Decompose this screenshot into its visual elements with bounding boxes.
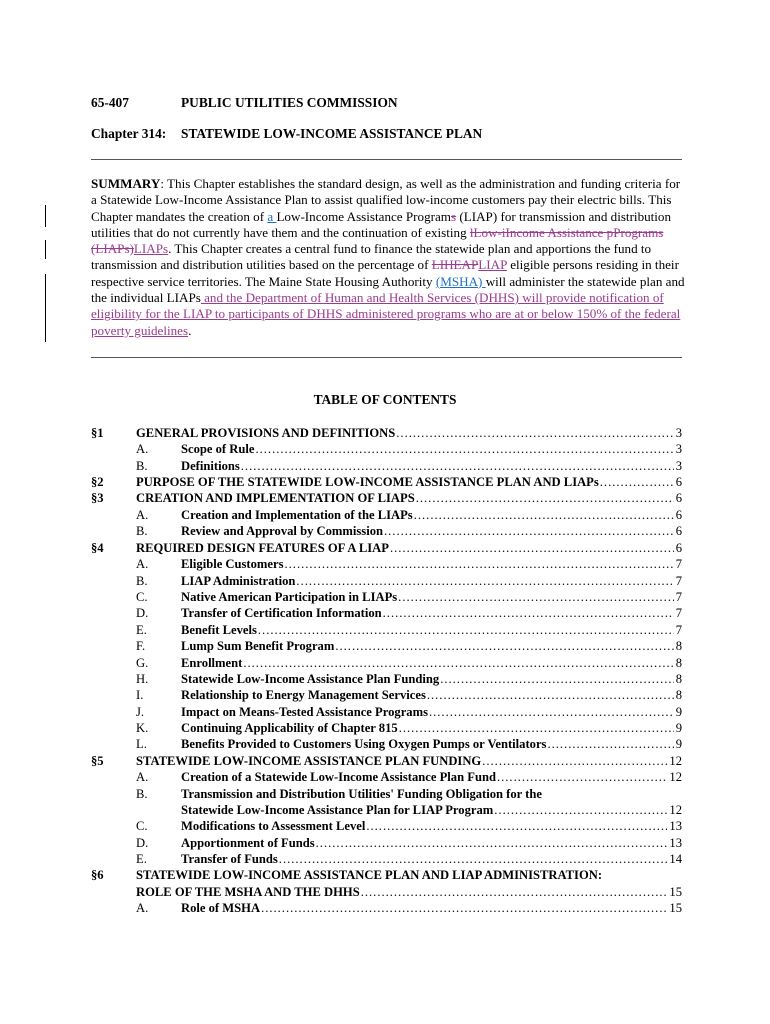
toc-subsection[interactable]: A. Role of MSHA ..... 15	[0, 900, 770, 916]
toc-title: TABLE OF CONTENTS	[313, 392, 457, 407]
section-number: §5	[91, 754, 104, 768]
section-number: §6	[91, 868, 104, 882]
toc-section[interactable]: §6 STATEWIDE LOW-INCOME ASSISTANCE PLAN AND LIAP ADMINISTRATION:	[91, 868, 603, 882]
toc-subsection[interactable]: B. LIAP Administration ..... 7	[0, 573, 770, 589]
change-bar	[45, 240, 46, 259]
deleted-text: LIHEAP	[431, 257, 479, 273]
toc-subsection[interactable]: D. Transfer of Certification Information ..... 7	[0, 605, 770, 621]
section-number: §3	[91, 491, 104, 505]
toc-subsection[interactable]: C. Modifications to Assessment Level ..... 13	[0, 818, 770, 834]
inserted-text: and the Department of Human and Health Services (DHHS) will provide notification of eligibility for the LIAP to participants of DHHS administered programs who are at or below 150% of the federal poverty guidelines	[91, 290, 681, 338]
summary-paragraph: SUMMARY: This Chapter establishes the standard design, as well as the administration and funding criteria for a Statewide Low-Income Assistance Plan to assist qualified low-income customers pay their electric bills. This Chapter mandates the creation of a Low-Income Assistance Programs (LIAP) for transmission and distribution utilities that do not currently have them and the continuation of existing lLow-iIncome Assistance pPrograms (LIAPs)LIAPs. This Chapter creates a central fund to finance the statewide plan and apportions the fund to transmission and distribution utilities based on the percentage of LIHEAPLIAP eligible persons residing in their respective service territories. The Maine State Housing Authority (MSHA) will administer the statewide plan and the individual LIAPs and the Department of Human and Health Services (DHHS) will provide notification of eligibility for the LIAP to participants of DHHS administered programs who are at or below 150% of the federal poverty guidelines.	[91, 176, 685, 338]
inserted-text: LIAPs	[133, 241, 169, 257]
change-bar	[45, 274, 46, 342]
toc-subsection[interactable]: D. Apportionment of Funds ..... 13	[0, 835, 770, 851]
toc-subsection[interactable]: A. Eligible Customers ..... 7	[0, 556, 770, 572]
toc-section-cont[interactable]: ROLE OF THE MSHA AND THE DHHS ..... 15	[0, 884, 770, 900]
change-bar	[45, 205, 46, 227]
deleted-text: lLow-iIncome Assistance pPrograms (LIAPs)	[91, 224, 664, 257]
toc-subsection[interactable]: H. Statewide Low-Income Assistance Plan Funding ..... 8	[0, 671, 770, 687]
toc-section[interactable]: §2 PURPOSE OF THE STATEWIDE LOW-INCOME ASSISTANCE PLAN AND LIAPs ..... 6	[0, 474, 770, 490]
deleted-text: s	[450, 208, 457, 224]
toc-subsection[interactable]: G. Enrollment ..... 8	[0, 655, 770, 671]
rule-number: 65-407	[91, 95, 129, 110]
inserted-text: a	[267, 208, 277, 224]
section-number: §2	[91, 475, 104, 489]
toc-subsection[interactable]: A. Scope of Rule ..... 3	[0, 441, 770, 457]
toc-section[interactable]: §4 REQUIRED DESIGN FEATURES OF A LIAP ..... 6	[0, 540, 770, 556]
chapter-title: STATEWIDE LOW-INCOME ASSISTANCE PLAN	[181, 126, 483, 141]
toc-subsection[interactable]: A. Creation and Implementation of the LIAPs ..... 6	[0, 507, 770, 523]
toc-section[interactable]: §5 STATEWIDE LOW-INCOME ASSISTANCE PLAN FUNDING ..... 12	[0, 753, 770, 769]
toc-subsection[interactable]: E. Transfer of Funds ..... 14	[0, 851, 770, 867]
toc-subsection-cont[interactable]: Statewide Low-Income Assistance Plan for LIAP Program ..... 12	[0, 802, 770, 818]
toc-subsection[interactable]: B. Definitions ..... 3	[0, 458, 770, 474]
header-divider	[91, 159, 682, 160]
toc-section[interactable]: §3 CREATION AND IMPLEMENTATION OF LIAPS ..... 6	[0, 490, 770, 506]
toc-subsection[interactable]: A. Creation of a Statewide Low-Income Assistance Plan Fund ..... 12	[0, 769, 770, 785]
toc-subsection[interactable]: B. Review and Approval by Commission ..... 6	[0, 523, 770, 539]
inserted-text: (MSHA)	[435, 273, 486, 289]
toc-subsection[interactable]: L. Benefits Provided to Customers Using Oxygen Pumps or Ventilators ..... 9	[0, 736, 770, 752]
toc-section[interactable]: §1 GENERAL PROVISIONS AND DEFINITIONS ..... 3	[0, 425, 770, 441]
summary-label: SUMMARY	[91, 176, 161, 191]
toc-subsection[interactable]: E. Benefit Levels ..... 7	[0, 622, 770, 638]
agency-name: PUBLIC UTILITIES COMMISSION	[181, 95, 398, 110]
toc-subsection[interactable]: I. Relationship to Energy Management Services ..... 8	[0, 687, 770, 703]
section-number: §4	[91, 541, 104, 555]
chapter-label: Chapter 314:	[91, 126, 167, 141]
toc-subsection[interactable]: F. Lump Sum Benefit Program ..... 8	[0, 638, 770, 654]
inserted-text: LIAP	[478, 257, 507, 273]
toc-subsection[interactable]: C. Native American Participation in LIAPs ..... 7	[0, 589, 770, 605]
toc-subsection[interactable]: K. Continuing Applicability of Chapter 815 ..... 9	[0, 720, 770, 736]
summary-divider	[91, 357, 682, 358]
toc-subsection[interactable]: J. Impact on Means-Tested Assistance Programs ..... 9	[0, 704, 770, 720]
section-number: §1	[91, 426, 104, 440]
toc-subsection[interactable]: B. Transmission and Distribution Utilities' Funding Obligation for the	[136, 787, 542, 801]
